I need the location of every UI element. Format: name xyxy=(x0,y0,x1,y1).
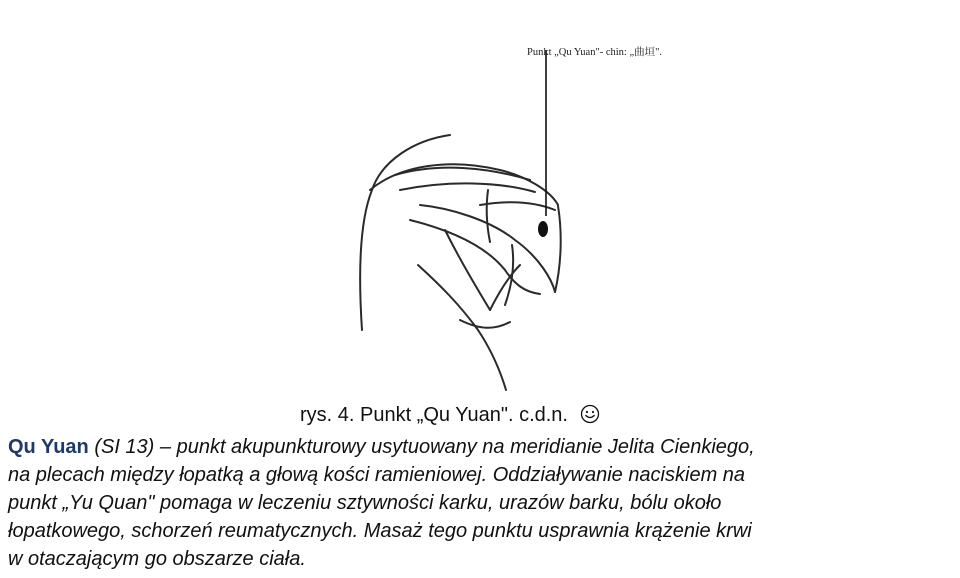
shoulder-drawing xyxy=(300,30,720,400)
point-label: Punkt „Qu Yuan"- chin: „曲垣". xyxy=(527,47,663,58)
description-line-1 xyxy=(8,433,958,461)
acupoint-marker xyxy=(538,221,548,237)
smiley-icon xyxy=(580,404,600,430)
caption-text: rys. 4. Punkt „Qu Yuan". c.d.n. xyxy=(300,404,568,426)
term-qu-yuan: Qu Yuan xyxy=(8,436,89,458)
description-line-4: łopatkowego, schorzeń reumatycznych. Masaż tego punktu usprawnia krążenie krwi xyxy=(8,520,752,542)
point-description xyxy=(8,433,958,573)
description-line-2: na plecach między łopatką a głową kości ramieniowej. Oddziaływanie naciskiem na xyxy=(8,464,746,486)
description-line-1-rest: (SI 13) – punkt akupunkturowy usytuowany na meridianie Jelita Cienkiego, xyxy=(88,436,755,458)
description-line-3: punkt „Yu Quan" pomaga w leczeniu sztywności karku, urazów barku, bólu około xyxy=(8,492,722,514)
figure-caption xyxy=(300,404,600,430)
description-line-5: w otaczającym go obszarze ciała. xyxy=(8,548,306,570)
shoulder-illustration xyxy=(300,30,720,400)
